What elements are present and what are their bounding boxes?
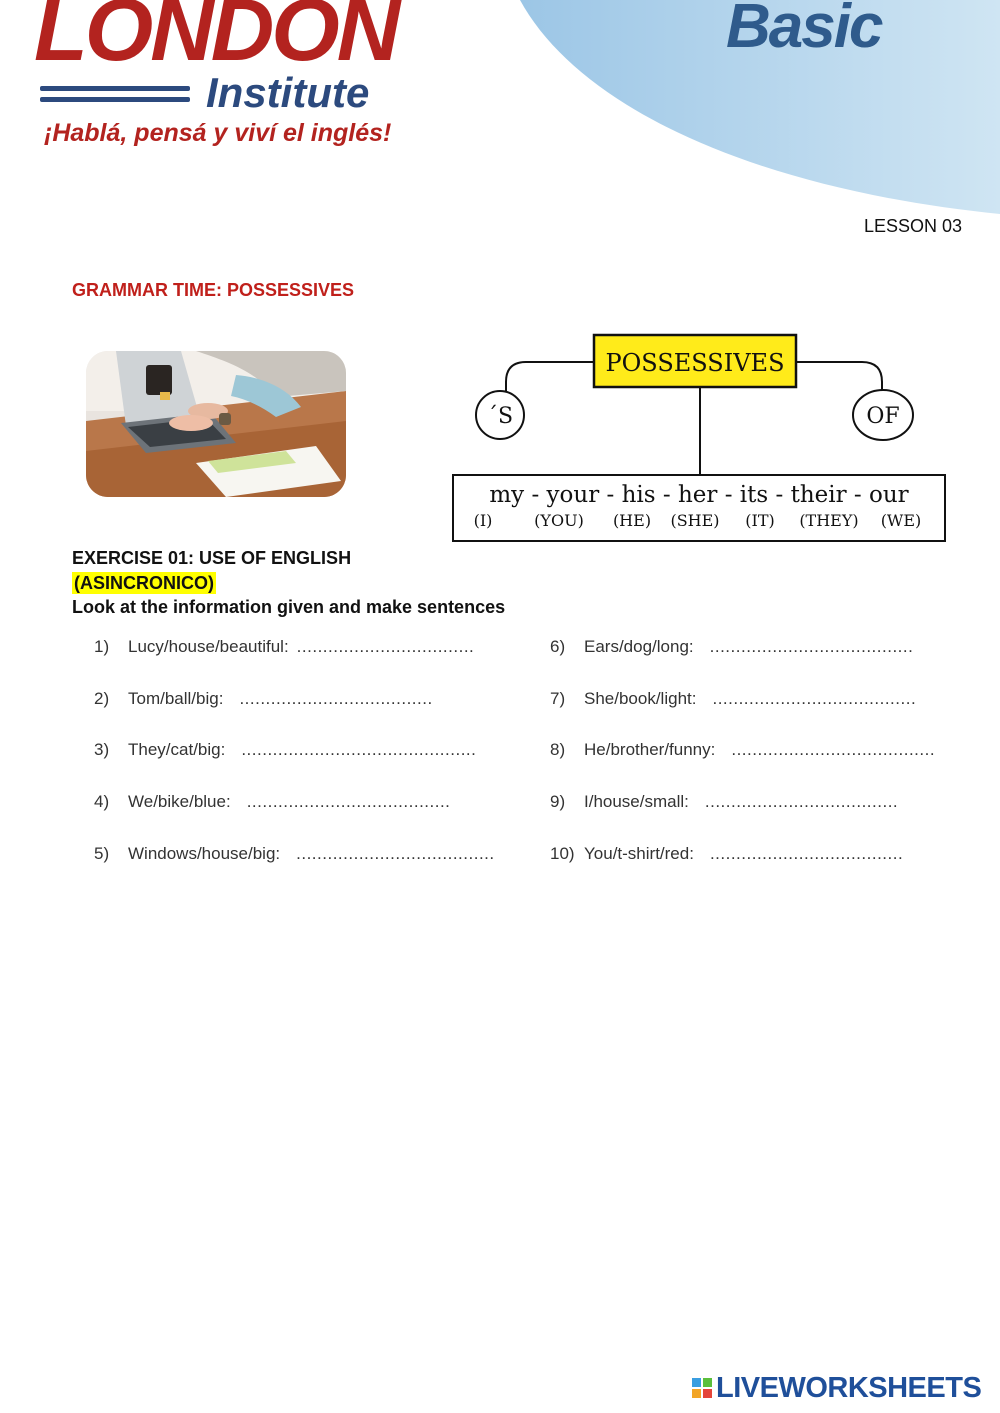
adjectives-line: my - your - his - her - its - their - our bbox=[489, 482, 909, 508]
brand-lines-decoration bbox=[40, 86, 190, 108]
node-of-label: OF bbox=[866, 404, 900, 429]
brand-name: LONDON bbox=[34, 0, 398, 79]
answer-blank[interactable]: ...................................... bbox=[296, 844, 495, 863]
exercise-item: 8) He/brother/funny: ....................................... bbox=[550, 740, 936, 759]
laptop-photo bbox=[86, 351, 346, 497]
pronoun-she: (SHE) bbox=[670, 511, 720, 530]
pronoun-i: (I) bbox=[473, 511, 493, 530]
lesson-label: LESSON 03 bbox=[864, 216, 963, 236]
exercise-item: 6) Ears/dog/long: ....................................... bbox=[550, 637, 914, 656]
exercise-title: EXERCISE 01: USE OF ENGLISH bbox=[72, 548, 352, 568]
answer-blank[interactable]: ............................................. bbox=[241, 740, 477, 759]
liveworksheets-logo-icon bbox=[692, 1378, 712, 1398]
answer-blank[interactable]: ..................................... bbox=[709, 844, 904, 863]
exercise-item: 10) You/t-shirt/red: ..................................... bbox=[550, 844, 904, 863]
node-s-label: ´S bbox=[486, 404, 514, 429]
diagram-title: POSSESSIVES bbox=[605, 349, 785, 377]
answer-blank[interactable]: ..................................... bbox=[239, 689, 433, 708]
brand-slogan: ¡Hablá, pensá y viví el inglés! bbox=[44, 119, 392, 147]
exercise-item: 7) She/book/light: ....................................... bbox=[550, 689, 917, 708]
level-label: Basic bbox=[726, 0, 882, 61]
connector-right bbox=[796, 362, 882, 392]
exercise-item: 1) Lucy/house/beautiful: .................................. bbox=[94, 637, 475, 656]
exercise-item: 9) I/house/small: ..................................... bbox=[550, 792, 899, 811]
liveworksheets-logo[interactable] bbox=[692, 1372, 981, 1404]
pronoun-you: (YOU) bbox=[534, 511, 584, 530]
pronoun-he: (HE) bbox=[612, 511, 652, 530]
exercise-tag: (ASINCRONICO) bbox=[74, 573, 214, 593]
answer-blank[interactable]: ....................................... bbox=[709, 637, 914, 656]
exercise-instruction: Look at the information given and make sentences bbox=[72, 597, 506, 617]
possessives-diagram bbox=[440, 326, 960, 548]
liveworksheets-logo-text: LIVEWORKSHEETS bbox=[716, 1371, 982, 1404]
exercise-item: 2) Tom/ball/big: ..................................... bbox=[94, 689, 433, 708]
section-title: GRAMMAR TIME: POSSESSIVES bbox=[72, 280, 355, 300]
connector-left bbox=[506, 362, 594, 392]
answer-blank[interactable]: ....................................... bbox=[712, 689, 917, 708]
pronoun-it: (IT) bbox=[745, 511, 775, 530]
exercise-item: 5) Windows/house/big: ...................................... bbox=[94, 844, 495, 863]
pronoun-we: (WE) bbox=[880, 511, 922, 530]
answer-blank[interactable]: .................................. bbox=[296, 637, 475, 656]
exercise-item: 3) They/cat/big: ............................................. bbox=[94, 740, 477, 759]
answer-blank[interactable]: ..................................... bbox=[704, 792, 899, 811]
exercise-item: 4) We/bike/blue: ....................................... bbox=[94, 792, 451, 811]
brand-subtitle: Institute bbox=[206, 69, 370, 116]
answer-blank[interactable]: ....................................... bbox=[731, 740, 936, 759]
pronoun-they: (THEY) bbox=[799, 511, 859, 530]
answer-blank[interactable]: ....................................... bbox=[246, 792, 451, 811]
